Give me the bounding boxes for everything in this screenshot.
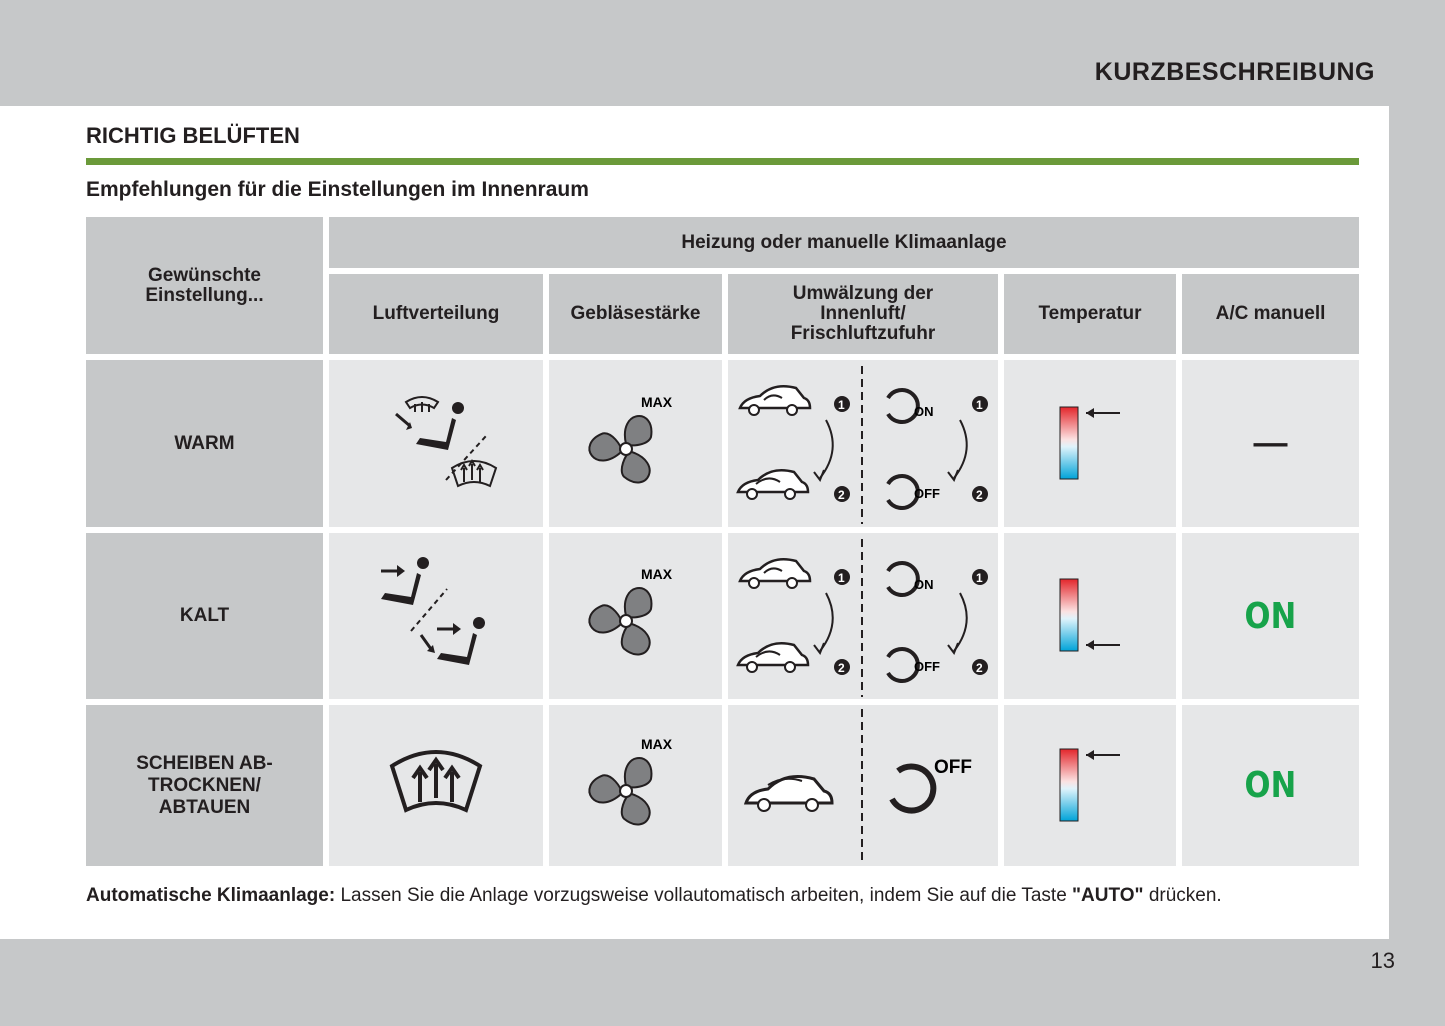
recirculation-warm [728, 360, 998, 527]
svg-text:ON: ON [914, 577, 934, 592]
temperature-gauge-icon [1050, 399, 1130, 489]
air-distribution-kalt [329, 533, 543, 699]
group-header: Heizung oder manuelle Klimaanlage [329, 217, 1359, 268]
svg-text:OFF: OFF [914, 486, 940, 501]
temperature-gauge-icon [1050, 741, 1130, 831]
fan-max-label: MAX [640, 735, 672, 752]
heading-rule [86, 158, 1359, 165]
fresh-air-icon [728, 705, 998, 866]
temperature-warm [1004, 360, 1176, 527]
page-number: 13 [1370, 948, 1395, 973]
recirculation-icon [728, 533, 998, 699]
ac-manual-defrost: ON [1182, 705, 1359, 866]
temperature-gauge-icon [1050, 571, 1130, 661]
page-heading: RICHTIG BELÜFTEN [86, 123, 300, 148]
air-distribution-warm [329, 360, 543, 527]
svg-text:1: 1 [838, 571, 845, 585]
footnote: Automatische Klimaanlage: Lassen Sie die Anlage vorzugsweise vollautomatisch arbeiten, indem Sie auf die Taste "AUTO" drücken. [86, 885, 1222, 906]
svg-text:1: 1 [838, 398, 845, 412]
row-label-warm: WARM [86, 360, 323, 527]
section-title: KURZBESCHREIBUNG [1094, 58, 1375, 86]
svg-text:OFF: OFF [934, 757, 972, 778]
col-header-temperatur: Temperatur [1004, 274, 1176, 354]
page-content [0, 106, 1389, 939]
windscreen-defrost-icon [386, 746, 486, 826]
temperature-defrost [1004, 705, 1176, 866]
fan-max-label: MAX [640, 393, 672, 410]
col-header-geblaese: Gebläsestärke [549, 274, 722, 354]
svg-text:ON: ON [914, 404, 934, 419]
svg-text:2: 2 [838, 661, 845, 675]
face-and-feet-vent-icon [371, 551, 501, 681]
recirculation-icon [728, 360, 998, 527]
svg-text:2: 2 [976, 661, 983, 675]
svg-text:1: 1 [976, 398, 983, 412]
page-subheading: Empfehlungen für die Einstellungen im Innenraum [86, 178, 589, 201]
ac-manual-warm: — [1182, 360, 1359, 527]
fan-speed-defrost [549, 705, 722, 866]
col-header-ac: A/C manuell [1182, 274, 1359, 354]
row-label-kalt: KALT [86, 533, 323, 699]
fan-icon [581, 561, 691, 671]
top-band [0, 0, 1445, 106]
svg-text:1: 1 [976, 571, 983, 585]
recirculation-defrost [728, 705, 998, 866]
windscreen-and-feet-icon [366, 384, 506, 504]
fan-icon [581, 731, 691, 841]
corner-header: Gewünschte Einstellung... [86, 217, 323, 354]
ac-manual-kalt: ON [1182, 533, 1359, 699]
fan-speed-warm [549, 360, 722, 527]
fan-icon [581, 389, 691, 499]
col-header-umwaelzung: Umwälzung der Innenluft/ Frischluftzufuhr [728, 274, 998, 354]
fan-max-label: MAX [640, 566, 672, 582]
recirculation-kalt [728, 533, 998, 699]
fan-speed-kalt [549, 533, 722, 699]
svg-text:2: 2 [976, 488, 983, 502]
svg-text:OFF: OFF [914, 659, 940, 674]
col-header-luftverteilung: Luftverteilung [329, 274, 543, 354]
row-label-defrost: SCHEIBEN AB- TROCKNEN/ ABTAUEN [86, 705, 323, 866]
air-distribution-defrost [329, 705, 543, 866]
svg-text:2: 2 [838, 488, 845, 502]
temperature-kalt [1004, 533, 1176, 699]
